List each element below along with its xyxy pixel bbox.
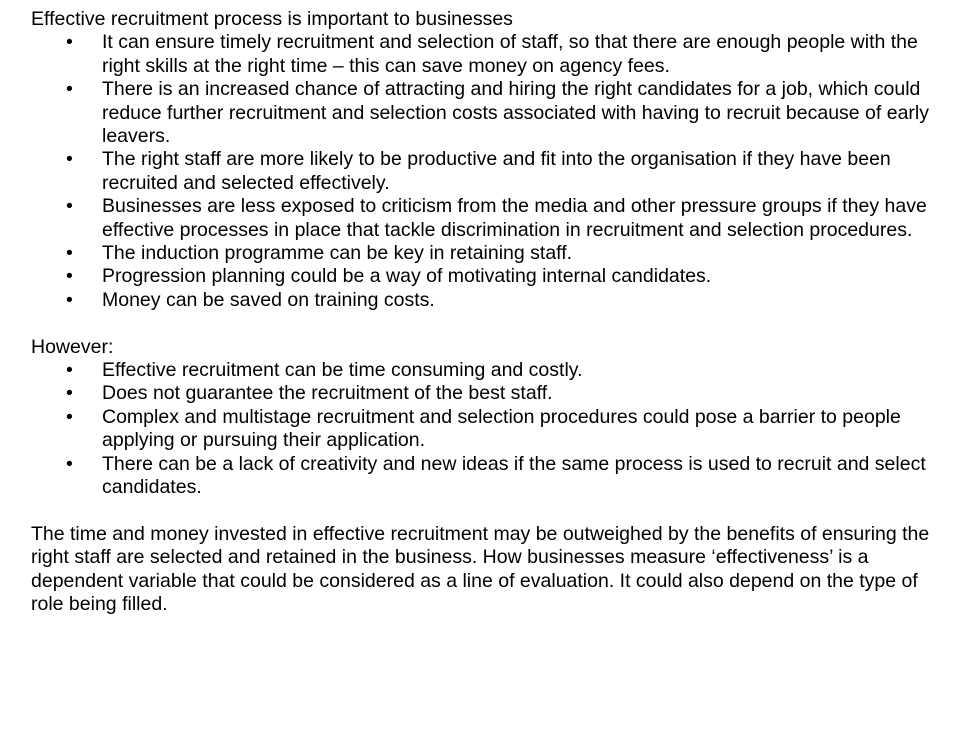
document-body [31,8,951,617]
list-item-text: Businesses are less exposed to criticism from the media and other pressure groups if they have effective processes in place that tackle discrimination in recruitment and selection procedures. [102,195,927,241]
list-item-text: The right staff are more likely to be productive and fit into the organisation if they have been recruited and selected effectively. [102,148,891,194]
bullet-icon: • [66,31,73,54]
list-item-text: Money can be saved on training costs. [102,288,435,311]
bullet-icon: • [66,242,73,265]
bullet-icon: • [66,382,73,405]
list-item-text: Complex and multistage recruitment and selection procedures could pose a barrier to people applying or pursuing their application. [102,405,901,452]
conclusion-paragraph: The time and money invested in effective recruitment may be outweighed by the benefits of ensuring the right staff are selected and retained in the business. How businesses measure ‘effectiveness’ is a dependent variable that could be considered as a line of evaluation. It could also depend on the type of role being filled. [31,522,930,616]
list-item-text: Does not guarantee the recruitment of the best staff. [102,382,553,405]
list-item-text: Effective recruitment can be time consuming and costly. [102,359,583,382]
spacer [31,312,951,335]
list-item [66,148,951,195]
list-item-text: The induction programme can be key in retaining staff. [102,242,573,265]
importance-bullet-list [31,31,951,312]
list-item [66,382,951,405]
list-item [66,31,951,78]
section-heading-importance: Effective recruitment process is important to businesses [31,8,513,30]
spacer [31,500,951,523]
list-item-text: Progression planning could be a way of motivating internal candidates. [102,265,712,288]
list-item [66,359,951,382]
list-item [66,195,951,242]
bullet-icon: • [66,405,73,428]
list-item-text: There is an increased chance of attracting and hiring the right candidates for a job, which could reduce further recruitment and selection costs associated with having to recruit because of early leavers. [102,78,930,148]
list-item [66,405,951,453]
list-item [66,265,951,288]
list-item [66,242,951,265]
bullet-icon: • [66,78,73,101]
list-item-text: It can ensure timely recruitment and selection of staff, so that there are enough people with the right skills at the right time – this can save money on agency fees. [102,31,918,77]
list-item [66,452,951,500]
bullet-icon: • [66,288,73,311]
bullet-icon: • [66,265,73,288]
list-item-text: There can be a lack of creativity and new ideas if the same process is used to recruit and select candidates. [102,452,926,499]
bullet-icon: • [66,452,73,475]
list-item [66,78,951,148]
bullet-icon: • [66,359,73,382]
list-item [66,288,951,312]
however-bullet-list [31,359,951,499]
section-heading-however: However: [31,335,114,358]
bullet-icon: • [66,195,73,218]
bullet-icon: • [66,148,73,171]
